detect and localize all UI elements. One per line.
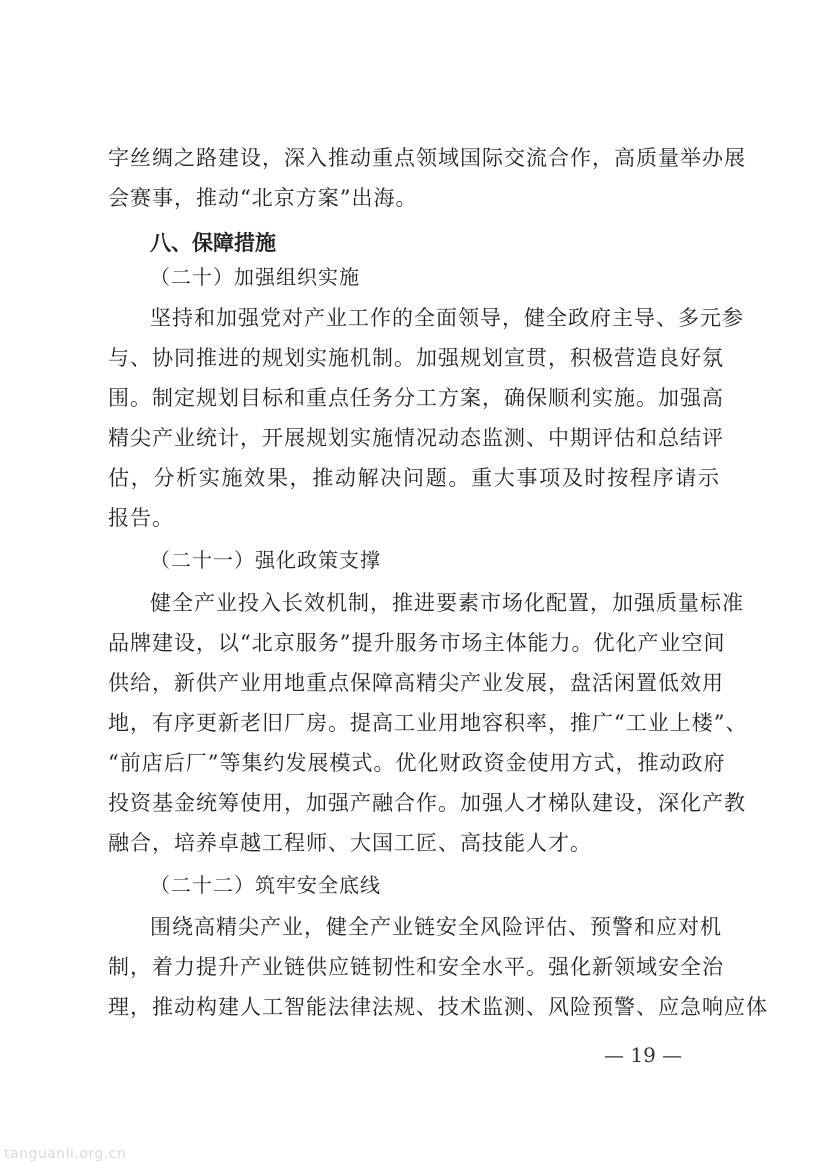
text-line: 报告。	[108, 506, 174, 530]
text-line: 与、协同推进的规划实施机制。加强规划宣贯，积极营造良好氛	[108, 346, 724, 370]
text-line: 地，有序更新老旧厂房。提高工业用地容积率，推广“工业上楼”、	[108, 711, 748, 735]
subsection-heading-20: （二十）加强组织实施	[150, 265, 360, 289]
text-line: 健全产业投入长效机制，推进要素市场化配置，加强质量标准	[150, 591, 744, 615]
text-line: 投资基金统筹使用，加强产融合作。加强人才梯队建设，深化产教	[108, 791, 746, 815]
text-line: 坚持和加强党对产业工作的全面领导，健全政府主导、多元参	[150, 306, 744, 330]
text-line: 融合，培养卓越工程师、大国工匠、高技能人才。	[108, 831, 592, 855]
text-line: 围。制定规划目标和重点任务分工方案，确保顺利实施。加强高	[108, 386, 724, 410]
text-line: 字丝绸之路建设，深入推动重点领域国际交流合作，高质量举办展	[108, 146, 746, 170]
text-line: 精尖产业统计，开展规划实施情况动态监测、中期评估和总结评	[108, 426, 724, 450]
section-heading: 八、保障措施	[150, 231, 276, 255]
text-line: 围绕高精尖产业，健全产业链安全风险评估、预警和应对机	[150, 915, 722, 939]
text-line: “前店后厂”等集约发展模式。优化财政资金使用方式，推动政府	[108, 751, 726, 775]
text-line: 制，着力提升产业链供应链韧性和安全水平。强化新领域安全治	[108, 955, 724, 979]
page-number: — 19 —	[604, 1043, 683, 1067]
text-line: 供给，新供产业用地重点保障高精尖产业发展，盘活闲置低效用	[108, 671, 724, 695]
watermark: tanguanli.org.cn	[4, 1146, 127, 1162]
subsection-heading-21: （二十一）强化政策支撑	[150, 548, 381, 572]
text-line: 理，推动构建人工智能法律法规、技术监测、风险预警、应急响应体	[108, 995, 768, 1019]
text-line: 估，分析实施效果，推动解决问题。重大事项及时按程序请示	[108, 466, 720, 490]
text-line: 会赛事，推动“北京方案”出海。	[108, 186, 418, 210]
subsection-heading-22: （二十二）筑牢安全底线	[150, 873, 381, 897]
text-line: 品牌建设，以“北京服务”提升服务市场主体能力。优化产业空间	[108, 631, 726, 655]
